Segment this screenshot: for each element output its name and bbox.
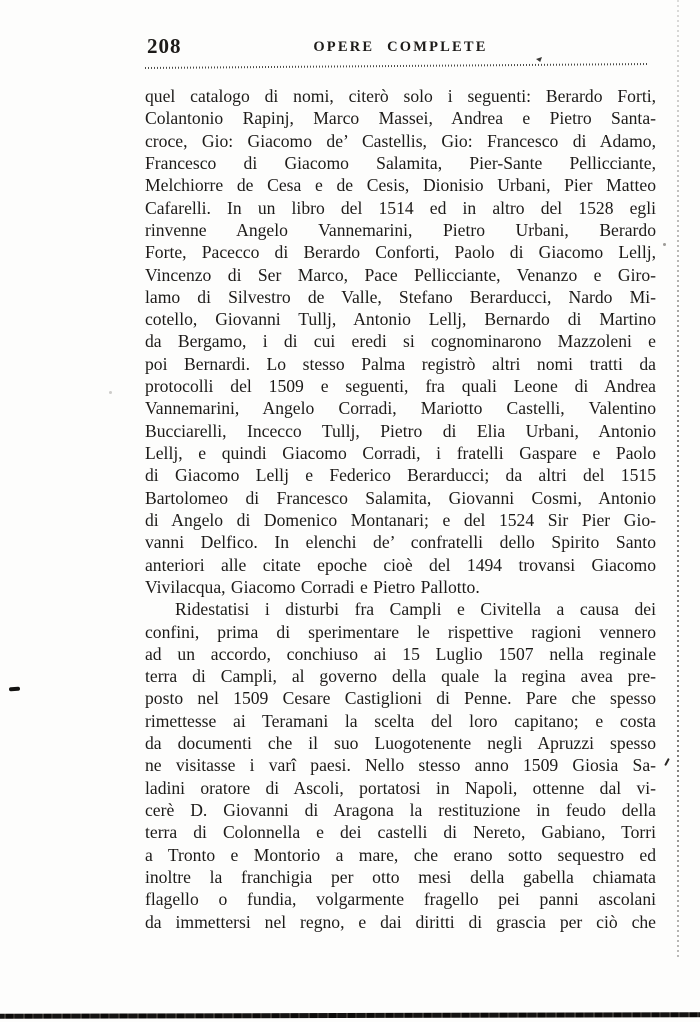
scan-page-bottom-edge xyxy=(0,1012,700,1018)
text-line: Melchiorre de Cesa e de Cesis, Dionisio Urbani, Pier Matteo xyxy=(145,175,656,196)
text-line: Francesco di Giacomo Salamita, Pier-Sante Pellicciante, xyxy=(145,152,656,173)
text-line: ad un accordo, conchiuso ai 15 Luglio 1507 nella reginale xyxy=(145,643,656,664)
text-line: ladini oratore di Ascoli, portatosi in Napoli, ottenne dal vi- xyxy=(145,777,656,798)
scan-speckle xyxy=(663,243,666,246)
scan-gutter-artifact-right xyxy=(677,0,679,958)
text-line: Ridestatisi i disturbi fra Campli e Civitella a causa dei xyxy=(175,599,656,620)
text-line: quel catalogo di nomi, citerò solo i seguenti: Berardo Forti, xyxy=(145,86,656,106)
text-line: ne visitasse i varî paesi. Nello stesso anno 1509 Giosia Sa- xyxy=(145,755,656,776)
text-line: vanni Delfico. In elenchi de’ confratelli dello Spirito Santo xyxy=(145,532,656,553)
text-line: Lellj, e quindi Giacomo Corradi, i fratelli Gaspare e Paolo xyxy=(145,443,656,463)
text-line: anteriori alle citate epoche cioè del 1494 trovansi Giacomo xyxy=(145,554,656,575)
body-text xyxy=(145,85,656,933)
text-line: flagello o fundia, volgarmente fragello pei panni ascolani xyxy=(145,889,656,910)
text-line: cerè D. Giovanni di Aragona la restituzione in feudo della xyxy=(145,800,656,820)
text-line: protocolli del 1509 e seguenti, fra quali Leone di Andrea xyxy=(145,376,656,397)
text-line: di Angelo di Domenico Montanari; e del 1524 Sir Pier Gio- xyxy=(145,509,656,530)
text-line: terra di Colonnella e dei castelli di Nereto, Gabiano, Torri xyxy=(145,822,656,843)
text-line: Vivilacqua, Giacomo Corradi e Pietro Pallotto. xyxy=(145,576,480,597)
text-line: croce, Gio: Giacomo de’ Castellis, Gio: Francesco di Adamo, xyxy=(145,130,656,151)
ink-dash-left-margin xyxy=(9,687,20,692)
running-header xyxy=(145,34,656,60)
text-line: rimettesse ai Teramani la scelta del loro capitano; e costa xyxy=(145,710,656,731)
text-line: Forte, Pacecco di Berardo Conforti, Paolo di Giacomo Lellj, xyxy=(145,242,656,263)
text-line: Bartolomeo di Francesco Salamita, Giovanni Cosmi, Antonio xyxy=(145,487,656,508)
running-title: OPERE COMPLETE xyxy=(313,39,488,55)
text-line: a Tronto e Montorio a mare, che erano sotto sequestro ed xyxy=(145,844,656,865)
text-line: da immettersi nel regno, e dai diritti di grascia per ciò che xyxy=(145,911,656,932)
scan-speckle xyxy=(109,391,112,394)
ink-tick-after-line xyxy=(664,758,670,766)
text-line: terra di Campli, al governo della quale la regina avea pre- xyxy=(145,666,656,687)
text-line: Vincenzo di Ser Marco, Pace Pellicciante, Venanzo e Giro- xyxy=(145,264,656,285)
text-line: di Giacomo Lellj e Federico Berarducci; da altri del 1515 xyxy=(145,465,656,486)
text-line: Colantonio Rapinj, Marco Massei, Andrea e Pietro Santa- xyxy=(145,108,656,129)
text-line: Vannemarini, Angelo Corradi, Mariotto Castelli, Valentino xyxy=(145,398,656,419)
text-line: confini, prima di sperimentare le rispettive ragioni vennero xyxy=(145,621,656,642)
text-line: Bucciarelli, Incecco Tullj, Pietro di Elia Urbani, Antonio xyxy=(145,420,656,441)
text-line: Cafarelli. In un libro del 1514 ed in altro del 1528 egli xyxy=(145,197,656,218)
text-line: posto nel 1509 Cesare Castiglioni di Penne. Pare che spesso xyxy=(145,688,656,709)
text-line: cotello, Giovanni Tullj, Antonio Lellj, Bernardo di Martino xyxy=(145,309,656,330)
text-line: da documenti che il suo Luogotenente negli Apruzzi spesso xyxy=(145,733,656,754)
text-line: lamo di Silvestro de Valle, Stefano Berarducci, Nardo Mi- xyxy=(145,286,656,307)
text-line: inoltre la franchigia per otto mesi della gabella chiamata xyxy=(145,866,656,887)
text-line: da Bergamo, i di cui eredi si cognominarono Mazzoleni e xyxy=(145,331,656,352)
page-number: 208 xyxy=(147,34,182,58)
paragraph-new xyxy=(145,598,656,933)
text-line: rinvenne Angelo Vannemarini, Pietro Urbani, Berardo xyxy=(145,219,656,240)
text-line: poi Bernardi. Lo stesso Palma registrò altri nomi tratti da xyxy=(145,353,656,374)
paragraph-continued xyxy=(145,85,656,598)
header-dotted-rule xyxy=(145,63,648,69)
